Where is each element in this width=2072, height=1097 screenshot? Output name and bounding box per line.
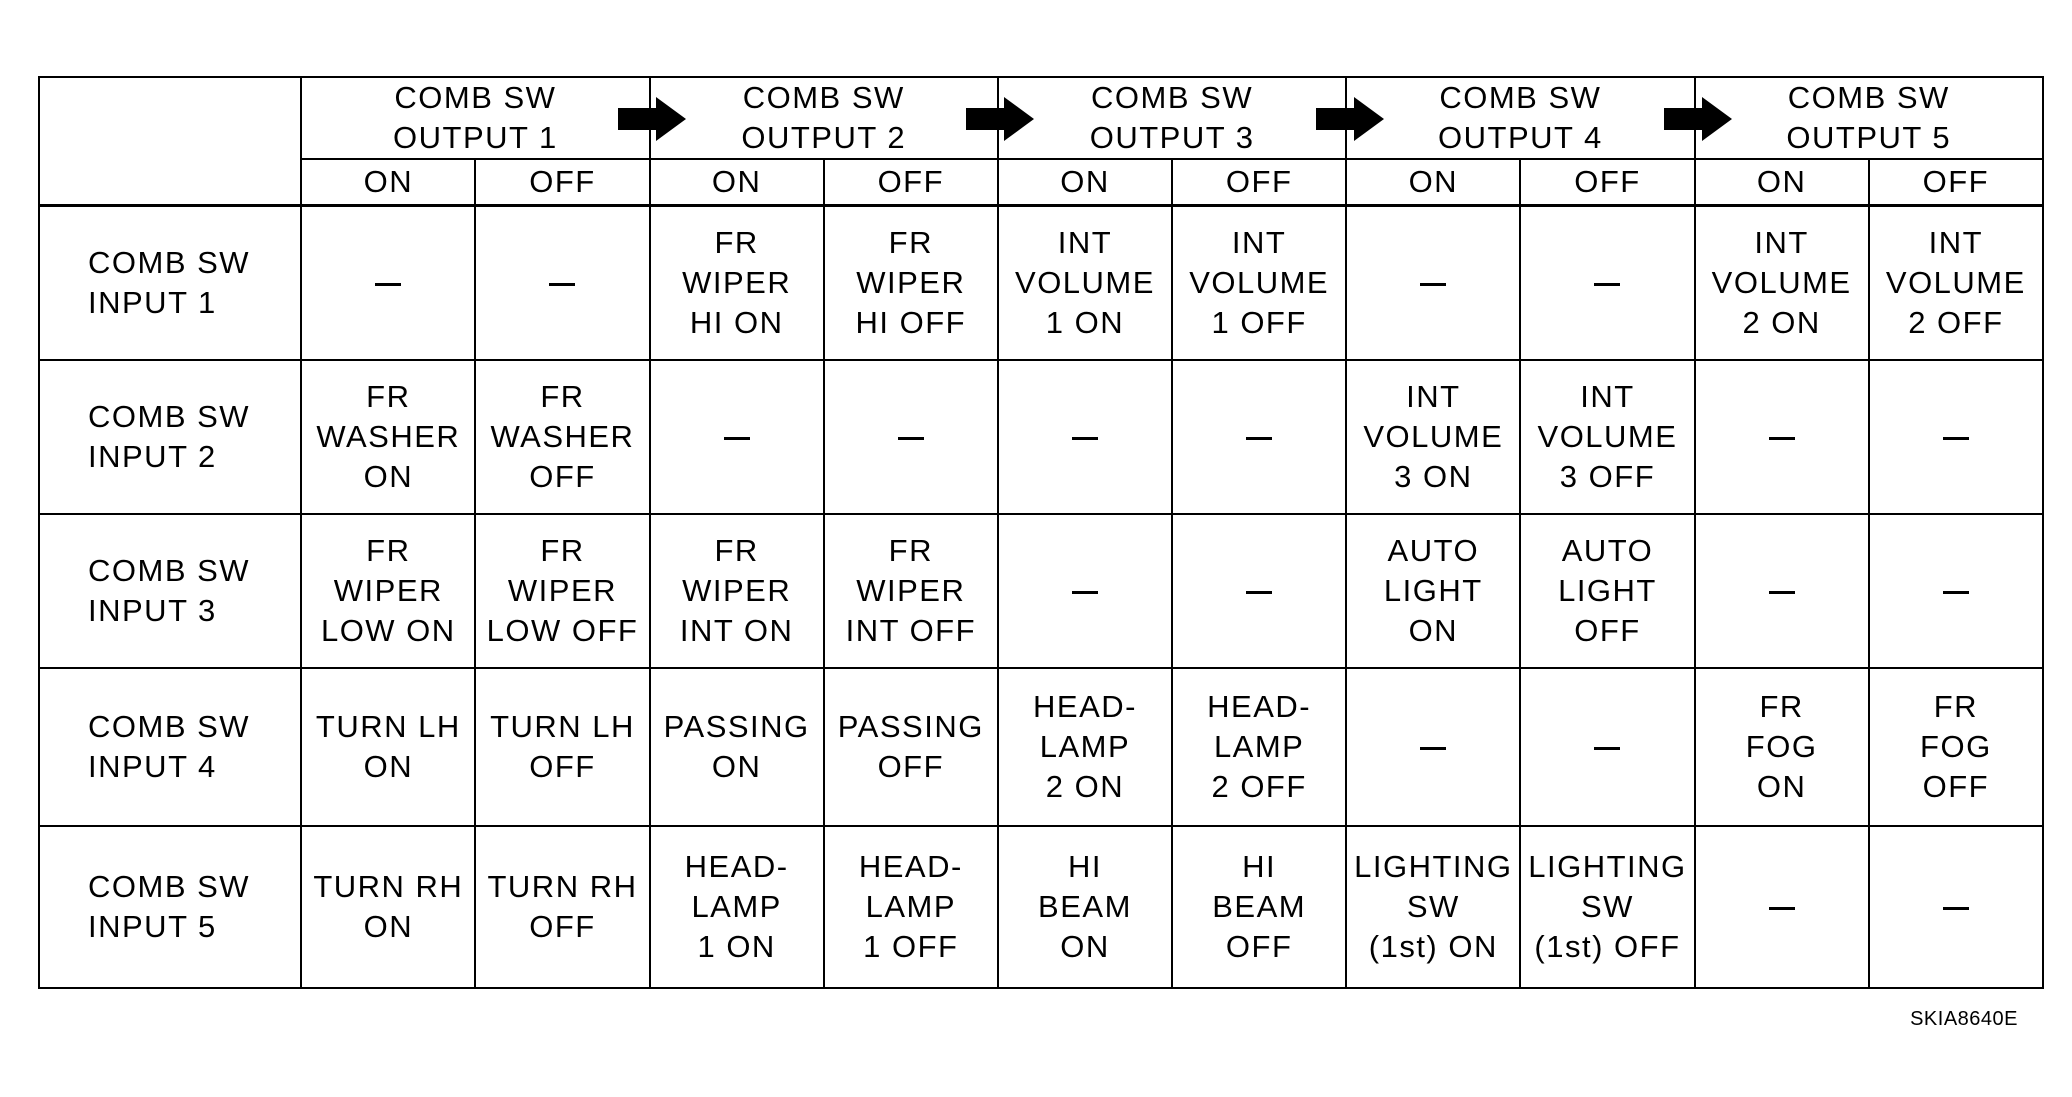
cell-text: INT VOLUME 3 ON [1363,379,1504,494]
matrix-cell [1346,360,1520,514]
cell-text: TURN LH OFF [490,709,635,784]
input-row-header [39,206,301,361]
cell-text: FR WIPER INT OFF [845,533,977,648]
matrix-cell [1172,514,1346,668]
cell-text: AUTO LIGHT ON [1383,533,1483,648]
dash-mark [1072,437,1098,440]
matrix-cell [1346,668,1520,826]
cell-text: FR WIPER HI ON [682,225,792,340]
cell-text: LIGHTING SW (1st) ON [1354,849,1513,964]
dash-mark [549,283,575,286]
matrix-cell [1346,206,1520,361]
cell-text: HEAD- LAMP 2 OFF [1207,689,1312,804]
state-header-on: ON [1695,159,1869,206]
cell-text: FR WASHER OFF [490,379,635,494]
state-header-off: OFF [1172,159,1346,206]
dash-mark [1072,591,1098,594]
matrix-cell [301,668,475,826]
cell-text: TURN LH ON [315,709,461,784]
cell-text: HI BEAM OFF [1212,849,1307,964]
dash-mark [898,437,924,440]
input-row-label: COMB SW INPUT 1 [88,245,251,320]
figure-code: SKIA8640E [1910,1008,2018,1030]
input-row-header [39,668,301,826]
cell-text: TURN RH OFF [487,869,638,944]
dash-mark [1769,591,1795,594]
input-row-header [39,360,301,514]
matrix-cell [301,206,475,361]
cell-text: FR FOG ON [1745,689,1818,804]
output-header-4 [1346,77,1694,159]
matrix-cell [1520,514,1694,668]
output-header-label: COMB SW OUTPUT 1 [393,80,558,155]
dash-mark [1420,747,1446,750]
dash-mark [375,283,401,286]
input-row-label: COMB SW INPUT 3 [88,553,251,628]
cell-text: FR WIPER LOW OFF [486,533,639,648]
matrix-cell [650,360,824,514]
matrix-cell [475,360,649,514]
input-row-label: COMB SW INPUT 2 [88,399,251,474]
output-header-2 [650,77,998,159]
dash-mark [1420,283,1446,286]
cell-text: INT VOLUME 2 ON [1711,225,1852,340]
input-row-header [39,514,301,668]
cell-text: INT VOLUME 3 OFF [1537,379,1678,494]
matrix-cell [1869,826,2043,988]
matrix-cell [475,206,649,361]
matrix-cell [1346,514,1520,668]
cell-text: FR FOG OFF [1920,689,1992,804]
input-row-3 [39,514,2043,668]
output-header-1 [301,77,649,159]
matrix-cell [1869,668,2043,826]
matrix-cell [1520,360,1694,514]
input-row-5 [39,826,2043,988]
matrix-cell [824,514,998,668]
cell-text: PASSING OFF [837,709,984,784]
matrix-body [39,206,2043,989]
matrix-cell [1695,360,1869,514]
matrix-cell [824,206,998,361]
matrix-cell [1520,668,1694,826]
dash-mark [1943,437,1969,440]
output-header-row [39,77,2043,159]
output-header-label: COMB SW OUTPUT 3 [1089,80,1255,155]
matrix-cell [998,360,1172,514]
input-row-1 [39,206,2043,361]
right-arrow-icon [1664,97,1732,141]
output-header-5 [1695,77,2043,159]
input-row-4 [39,668,2043,826]
dash-mark [724,437,750,440]
cell-text: PASSING ON [663,709,810,784]
output-header-label: COMB SW OUTPUT 4 [1438,80,1603,155]
matrix-cell [1869,360,2043,514]
dash-mark [1943,591,1969,594]
state-header-on: ON [1346,159,1520,206]
matrix-cell [1520,826,1694,988]
dash-mark [1246,591,1272,594]
matrix-cell [824,668,998,826]
matrix-cell [650,668,824,826]
matrix-cell [475,514,649,668]
state-header-row [39,159,2043,206]
state-header-off: OFF [824,159,998,206]
cell-text: TURN RH ON [313,869,464,944]
matrix-cell [998,206,1172,361]
matrix-cell [475,668,649,826]
matrix-cell [998,826,1172,988]
matrix-cell [1695,826,1869,988]
state-header-off: OFF [1520,159,1694,206]
state-header-off: OFF [1869,159,2043,206]
state-header-off: OFF [475,159,649,206]
output-header-3 [998,77,1346,159]
input-row-2 [39,360,2043,514]
matrix-cell [650,826,824,988]
matrix-cell [475,826,649,988]
dash-mark [1943,907,1969,910]
right-arrow-icon [966,97,1034,141]
cell-text: HEAD- LAMP 1 OFF [858,849,963,964]
matrix-cell [1695,668,1869,826]
cell-text: INT VOLUME 2 OFF [1885,225,2026,340]
cell-text: AUTO LIGHT OFF [1558,533,1657,648]
matrix-cell [998,668,1172,826]
matrix-cell [1695,206,1869,361]
matrix-cell [1869,206,2043,361]
matrix-cell [301,826,475,988]
matrix-cell [301,360,475,514]
corner-cell [39,77,301,206]
right-arrow-icon [1316,97,1384,141]
state-header-on: ON [301,159,475,206]
cell-text: FR WIPER HI OFF [855,225,967,340]
state-header-on: ON [998,159,1172,206]
matrix-cell [650,514,824,668]
cell-text: HI BEAM ON [1038,849,1132,964]
dash-mark [1246,437,1272,440]
cell-text: FR WASHER ON [316,379,461,494]
input-row-header [39,826,301,988]
matrix-cell [1172,668,1346,826]
cell-text: LIGHTING SW (1st) OFF [1528,849,1687,964]
matrix-cell [998,514,1172,668]
cell-text: HEAD- LAMP 2 ON [1033,689,1137,804]
cell-text: HEAD- LAMP 1 ON [684,849,789,964]
matrix-cell [1172,206,1346,361]
matrix-cell [1869,514,2043,668]
input-row-label: COMB SW INPUT 4 [88,709,251,784]
state-header-on: ON [650,159,824,206]
output-header-label: COMB SW OUTPUT 2 [741,80,907,155]
matrix-cell [824,360,998,514]
dash-mark [1769,437,1795,440]
cell-text: FR WIPER INT ON [679,533,794,648]
cell-text: FR WIPER LOW ON [320,533,456,648]
output-header-label: COMB SW OUTPUT 5 [1786,80,1952,155]
matrix-cell [1695,514,1869,668]
dash-mark [1769,907,1795,910]
dash-mark [1594,747,1620,750]
matrix-cell [824,826,998,988]
right-arrow-icon [618,97,686,141]
cell-text: INT VOLUME 1 OFF [1189,225,1330,340]
dash-mark [1594,283,1620,286]
cell-text: INT VOLUME 1 ON [1015,225,1155,340]
switch-matrix-table [38,76,2044,989]
matrix-cell [1520,206,1694,361]
matrix-cell [1346,826,1520,988]
matrix-cell [1172,826,1346,988]
input-row-label: COMB SW INPUT 5 [88,869,251,944]
matrix-cell [1172,360,1346,514]
matrix-cell [301,514,475,668]
matrix-cell [650,206,824,361]
